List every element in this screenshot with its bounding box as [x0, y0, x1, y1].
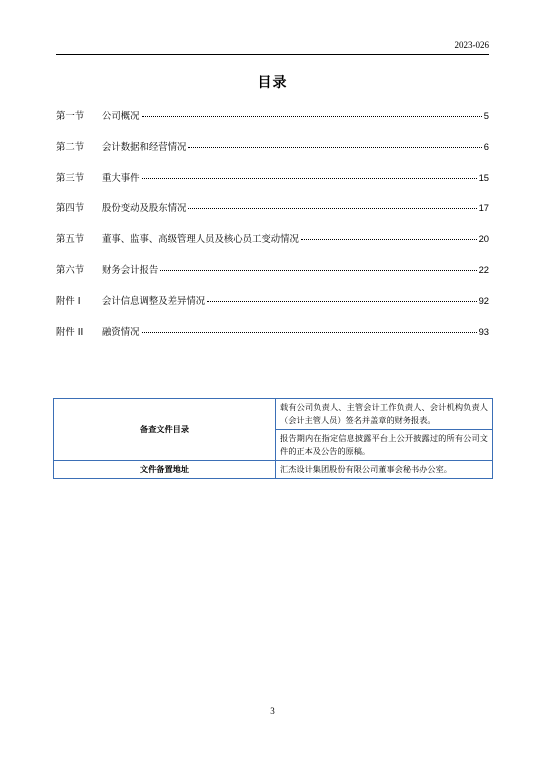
- toc-entry-title: 会计数据和经营情况: [102, 141, 187, 153]
- toc-page-number: 5: [483, 110, 489, 121]
- toc-entry[interactable]: [56, 324, 489, 355]
- toc-page-number: 17: [478, 202, 489, 214]
- page-number: 3: [270, 706, 275, 716]
- toc-entry[interactable]: [56, 170, 489, 201]
- toc-entry[interactable]: [56, 108, 489, 139]
- toc-entry[interactable]: [56, 293, 489, 324]
- toc-entry[interactable]: [56, 231, 489, 262]
- toc-leader-dots: [188, 208, 476, 209]
- toc-section-label: 附件 II: [56, 326, 84, 338]
- toc-page-number: 20: [478, 233, 489, 245]
- toc-page-number: 22: [478, 263, 489, 275]
- toc-leader-dots: [160, 270, 476, 271]
- toc-section-label: 第五节: [56, 234, 85, 246]
- toc-entry-title: 公司概况: [102, 111, 140, 122]
- page-title: 目录: [257, 75, 288, 91]
- toc-leader-dots: [207, 301, 476, 302]
- toc-entry[interactable]: [56, 200, 489, 231]
- toc-section-label: 第四节: [56, 203, 85, 215]
- header-rule: [56, 54, 489, 55]
- toc-entry-title: 董事、监事、高级管理人员及核心员工变动情况: [102, 234, 299, 246]
- toc-leader-dots: [188, 147, 481, 148]
- document-code: 2023-026: [454, 40, 489, 50]
- toc-leader-dots: [301, 239, 477, 240]
- reference-file-item: 载有公司负责人、主管会计工作负责人、会计机构负责人（会计主管人员）签名并盖章的财务报表。: [276, 399, 493, 430]
- toc-leader-dots: [142, 332, 477, 333]
- toc-page-number: 6: [483, 140, 489, 152]
- toc-entry[interactable]: [56, 139, 489, 170]
- toc-entry-title: 重大事件: [102, 172, 140, 184]
- toc-page-number: 15: [478, 171, 489, 183]
- toc-page-number: 93: [478, 325, 489, 337]
- toc-leader-dots: [142, 116, 482, 117]
- toc-section-label: 第六节: [56, 264, 85, 276]
- toc-entry-title: 股份变动及股东情况: [102, 203, 187, 215]
- table-of-contents: [56, 108, 489, 354]
- toc-section-label: 第三节: [56, 172, 85, 184]
- toc-entry-title: 会计信息调整及差异情况: [102, 295, 206, 307]
- table-row: [54, 461, 493, 479]
- file-location-label: 文件备置地址: [54, 461, 276, 479]
- toc-entry[interactable]: [56, 262, 489, 293]
- toc-section-label: 第一节: [56, 111, 85, 122]
- toc-page-number: 92: [478, 294, 489, 306]
- toc-entry-title: 融资情况: [102, 326, 140, 338]
- toc-section-label: 附件 I: [56, 295, 81, 307]
- reference-file-item: 报告期内在指定信息披露平台上公开披露过的所有公司文件的正本及公告的原稿。: [276, 430, 493, 461]
- table-row: [54, 399, 493, 430]
- reference-files-table: [53, 398, 493, 479]
- toc-section-label: 第二节: [56, 141, 85, 153]
- file-location-value: 汇杰设计集团股份有限公司董事会秘书办公室。: [276, 461, 493, 479]
- reference-files-label: 备查文件目录: [54, 399, 276, 461]
- toc-leader-dots: [142, 178, 477, 179]
- toc-entry-title: 财务会计报告: [102, 264, 159, 276]
